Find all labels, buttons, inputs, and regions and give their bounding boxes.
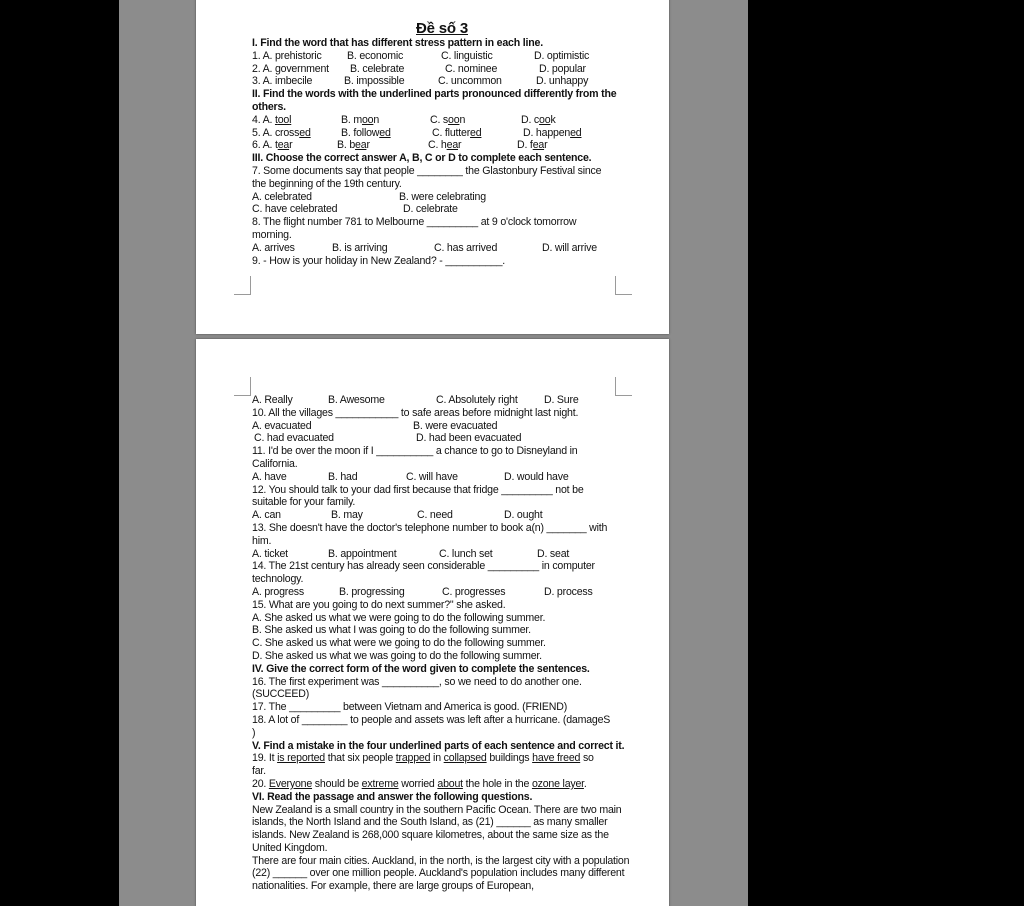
section-1-heading: I. Find the word that has different stress pattern in each line.	[252, 37, 543, 49]
question-2: 2. A. government B. celebrate C. nominee D. popular	[252, 62, 586, 75]
question-3: 3. A. imbecile B. impossible C. uncommon D. unhappy	[252, 75, 589, 88]
question-6: 6. A. tear B. bear C. hear D. fear	[252, 139, 548, 152]
document-page-2	[196, 339, 669, 906]
page-2-content	[252, 394, 632, 893]
crop-mark	[615, 276, 632, 295]
question-13-options: A. ticket B. appointment C. lunch set D. seat	[252, 547, 570, 560]
section-2-heading-cont: others.	[252, 100, 286, 113]
question-18-cont: )	[252, 726, 256, 739]
question-12: 12. You should talk to your dad first because that fridge _________ not be	[252, 483, 584, 496]
question-20: 20. Everyone should be extreme worried about the hole in the ozone layer.	[252, 777, 587, 790]
question-19: 19. It is reported that six people trapped in collapsed buildings have freed so	[252, 752, 594, 765]
question-13-cont: him.	[252, 534, 272, 547]
question-8-options: A. arrives B. is arriving C. has arrived D. will arrive	[252, 241, 597, 254]
question-11-cont: California.	[252, 457, 298, 470]
question-17: 17. The _________ between Vietnam and America is good. (FRIEND)	[252, 701, 568, 714]
section-6-heading: VI. Read the passage and answer the following questions.	[252, 790, 533, 803]
question-8: 8. The flight number 781 to Melbourne _________ at 9 o'clock tomorrow	[252, 216, 577, 229]
question-15-option-d: D. She asked us what we was going to do the following summer.	[252, 649, 542, 662]
question-14-options: A. progress B. progressing C. progresses D. process	[252, 585, 593, 598]
question-14: 14. The 21st century has already seen considerable _________ in computer	[252, 560, 595, 573]
question-15-option-a: A. She asked us what we were going to do the following summer.	[252, 611, 546, 624]
question-16-cont: (SUCCEED)	[252, 688, 310, 701]
question-10: 10. All the villages ___________ to safe areas before midnight last night.	[252, 406, 579, 419]
question-18: 18. A lot of ________ to people and assets was left after a hurricane. (damageS	[252, 713, 611, 726]
section-4-heading: IV. Give the correct form of the word given to complete the sentences.	[252, 662, 590, 675]
question-10-options-ab: A. evacuated B. were evacuated	[252, 419, 498, 432]
question-15-option-c: C. She asked us what were we going to do the following summer.	[252, 637, 546, 650]
section-3-heading: III. Choose the correct answer A, B, C or D to complete each sentence.	[252, 152, 592, 165]
passage-paragraph-2: There are four main cities. Auckland, in the north, is the largest city with a population (22) ______ over one million people. Auckland's population includes many different nationalities. For example, there are large groups of European,	[252, 854, 630, 893]
question-9-options: A. Really B. Awesome C. Absolutely right D. Sure	[252, 394, 579, 406]
passage-paragraph-1: New Zealand is a small country in the southern Pacific Ocean. There are two main islands, the North Island and the South Island, as (21) ______ as many smaller islands. New Zealand is 268,000 square kilometres, about the same size as the United Kingdom.	[252, 803, 622, 854]
question-1: 1. A. prehistoric B. economic C. linguistic D. optimistic	[252, 49, 590, 62]
question-15: 15. What are you going to do next summer?" she asked.	[252, 598, 506, 611]
question-11-options: A. have B. had C. will have D. would have	[252, 470, 569, 483]
page-1-content	[252, 20, 632, 267]
document-title: Đề số 3	[416, 20, 468, 37]
document-viewer[interactable]	[119, 0, 748, 906]
question-12-options: A. can B. may C. need D. ought	[252, 509, 543, 522]
question-16: 16. The first experiment was __________, so we need to do another one.	[252, 675, 582, 688]
question-7-cont: the beginning of the 19th century.	[252, 177, 402, 190]
question-7-options-cd: C. have celebrated D. celebrate	[252, 203, 458, 216]
question-10-options-cd: C. had evacuated D. had been evacuated	[254, 432, 522, 445]
section-5-heading: V. Find a mistake in the four underlined parts of each sentence and correct it.	[252, 739, 625, 752]
question-5: 5. A. crossed B. followed C. fluttered D. happened	[252, 126, 582, 139]
question-8-cont: morning.	[252, 228, 292, 241]
crop-mark	[234, 276, 251, 295]
question-13: 13. She doesn't have the doctor's telephone number to book a(n) _______ with	[252, 521, 608, 534]
question-4: 4. A. tool B. moon C. soon D. cook	[252, 113, 556, 126]
question-12-cont: suitable for your family.	[252, 496, 356, 509]
question-7-options-ab: A. celebrated B. were celebrating	[252, 190, 486, 203]
question-15-option-b: B. She asked us what I was going to do the following summer.	[252, 624, 531, 637]
question-9: 9. - How is your holiday in New Zealand? - __________.	[252, 254, 506, 267]
section-2-heading: II. Find the words with the underlined parts pronounced differently from the	[252, 88, 617, 101]
question-19-cont: far.	[252, 765, 266, 778]
question-14-cont: technology.	[252, 573, 304, 586]
question-7: 7. Some documents say that people ________ the Glastonbury Festival since	[252, 164, 602, 177]
document-page-1	[196, 0, 669, 334]
crop-mark	[234, 377, 251, 396]
question-11: 11. I'd be over the moon if I __________ a chance to go to Disneyland in	[252, 445, 578, 458]
